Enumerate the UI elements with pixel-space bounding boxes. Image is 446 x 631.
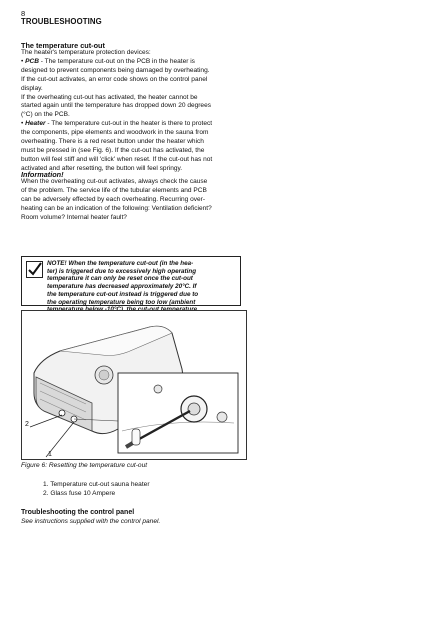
cutout-intro: The heater's temperature protection devices: [21,49,151,56]
heater-figure [21,310,247,460]
pcb-line-2: If the cut-out activates, an error code shows on the control panel [21,75,208,83]
heater-line-0: • Heater - The temperature cut-out in the heater is there to protect [21,120,213,128]
information-line: can be adversely effected by each overheating. Recurring over- [21,195,206,203]
note-box [21,256,241,306]
pcb-line-4: If the overheating cut-out has activated, the heater cannot be [21,93,198,101]
heater-line-1: the components, pipe elements and woodwork in the sauna from [21,129,209,137]
information-line: of the problem. The service life of the tubular elements and PCB [21,186,207,194]
note-line: temperature it can only be reset once the cut-out [47,275,193,283]
information-line: heating can be an indication of the following: Ventilation deficient? [21,204,212,212]
pcb-line-3: display. [21,84,43,92]
figure-legend [43,481,150,499]
heater-line-5: activated and after resetting, the button will feel springy. [21,164,183,172]
control-panel-text: See instructions supplied with the control panel. [21,518,161,525]
note-line: NOTE! When the temperature cut-out (in the hea- [47,260,194,267]
pcb-label: PCB [25,57,39,65]
heater-label: Heater [25,120,46,128]
note-line: the temperature cut-out instead is triggered due to [47,290,199,298]
figure-caption: Figure 6: Resetting the temperature cut-out [21,462,148,469]
checkmark-icon [26,261,43,278]
note-line: the operating temperature being too low (ambient [47,298,196,306]
information-line: Room volume? Internal heater fault? [21,213,127,221]
note-line: temperature has decreased approximately 20°C. If [47,283,197,291]
cutout-heading: The temperature cut-out [21,41,105,50]
pcb-line-5: started again until the temperature has dropped down 20 degrees [21,102,211,110]
heater-illustration [22,311,246,459]
heater-line-2: overheating. There is a red reset button under the heater which [21,138,204,146]
information-body [21,178,235,223]
pcb-line-6: (°C) on the PCB. [21,111,70,119]
legend-item-1: 1. Temperature cut-out sauna heater [43,481,150,488]
note-line: ter) is triggered due to excessively high operating [47,267,197,275]
pcb-line-1: designed to prevent components being damaged by overheating. [21,66,210,74]
information-line: When the overheating cut-out activates, always check the cause [21,178,208,185]
legend-item-2: 2. Glass fuse 10 Ampere [43,489,116,497]
information-heading: Information! [21,170,64,179]
section-title: TROUBLESHOOTING [21,17,102,26]
heater-line-4: button will feel stiff and will 'click' when reset. If the cut-out has not [21,155,213,163]
control-panel-heading: Troubleshooting the control panel [21,509,135,516]
callout-2: 2 [25,421,29,428]
page-number: 8 [21,9,26,18]
heater-line-3: must be pressed in (see Fig. 6). If the cut-out has activated, the [21,146,205,154]
cutout-body [21,49,235,174]
pcb-line-0: • PCB - The temperature cut-out on the PCB in the heater is [21,57,195,65]
callout-1: 1 [48,451,52,458]
